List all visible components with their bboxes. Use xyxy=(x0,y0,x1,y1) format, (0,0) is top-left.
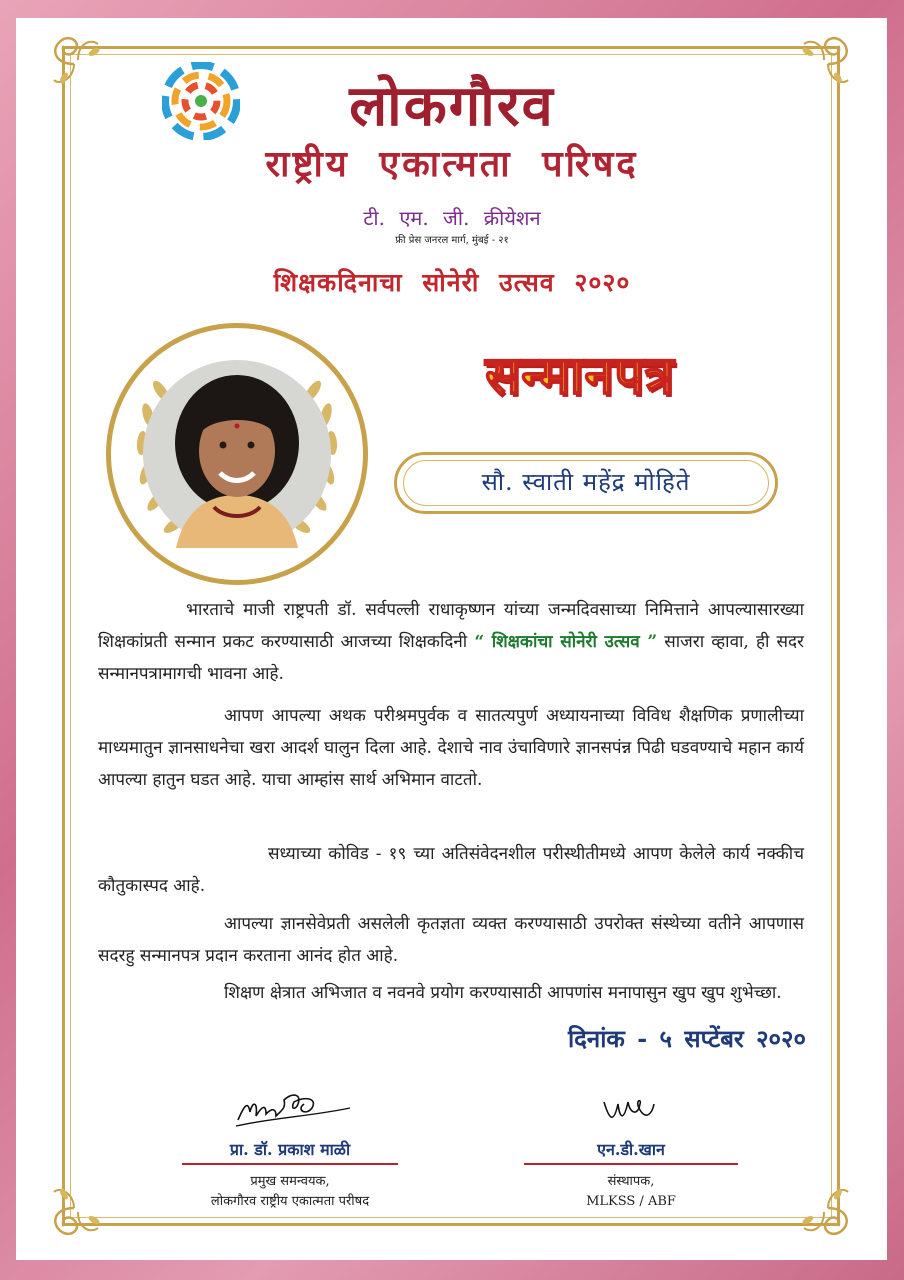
page-subtitle: राष्ट्रीय एकात्मता परिषद xyxy=(265,143,639,185)
festival-title: शिक्षकदिनाचा सोनेरी उत्सव २०२० xyxy=(273,268,631,297)
body-paragraph-4: आपल्या ज्ञानसेवेप्रती असलेली कृतज्ञता व्यक्त करण्यासाठी उपरोक्त संस्थेच्या वतीने आपणास सदरहु सन्मानपत्र प्रदान करताना आनंद होत आहे. xyxy=(98,914,804,966)
signatory-role: प्रमुख समन्वयक, xyxy=(250,1174,330,1189)
recipient-name: सौ. स्वाती महेंद्र मोहिते xyxy=(481,468,691,496)
signature-divider xyxy=(182,1163,398,1165)
body-paragraph-1 xyxy=(98,594,804,690)
org-address: फ्री प्रेस जनरल मार्ग, मुंबई - २१ xyxy=(395,235,509,246)
body-text: भारताचे माजी राष्ट्रपती डॉ. सर्वपल्ली राधाकृष्णन यांच्या जन्मदिवसाच्या निमित्ताने आपल्यासारख्या शिक्षकांप्रती सन्मान प्रकट करण्यासाठी आजच्या शिक्षकदिनी xyxy=(98,600,804,652)
signatory-org: लोकगौरव राष्ट्रीय एकात्मता परीषद xyxy=(210,1194,370,1209)
signatory-role: संस्थापक, xyxy=(607,1174,655,1189)
signature-khan-icon xyxy=(600,1094,660,1128)
signatory-name: एन.डी.खान xyxy=(597,1140,665,1159)
body-paragraph-3: सध्याच्या कोविड - १९ च्या अतिसंवेदनशील परीस्थीतीमध्ये आपण केलेले कार्य नक्कीच कौतुकास्पद आहे. xyxy=(98,844,804,896)
signatory-name: प्रा. डॉ. प्रकाश माळी xyxy=(229,1140,351,1159)
corner-ornament-icon xyxy=(794,1178,858,1242)
page-title: लोकगौरव xyxy=(349,73,555,139)
org-name: टी. एम. जी. क्रीयेशन xyxy=(363,206,541,230)
highlight-text: “ शिक्षकांचा सोनेरी उत्सव ” xyxy=(474,632,658,652)
body-paragraph-2: आपण आपल्या अथक परीश्रमपुर्वक व सातत्यपुर्ण अध्यायनाच्या विविध शैक्षणिक प्रणालीच्या माध्यमातुन ज्ञानसाधनेचा खरा आदर्श घालुन दिला आहे. देशाचे नाव उंचाविणारे ज्ञानसपंन्न पिढी घडवण्याचे महान कार्य आपल्या हातुन घडत आहे. याचा आम्हांस सार्थ अभिमान वाटतो. xyxy=(98,706,804,790)
signature-mali-icon xyxy=(232,1086,352,1130)
signature-divider xyxy=(524,1163,738,1165)
body-text: साजरा व्हावा, ही सदर सन्मानपत्रामागची भावना आहे. xyxy=(98,632,804,684)
certificate-date: दिनांक - ५ सप्टेंबर २०२० xyxy=(567,1024,806,1053)
certificate-heading: सन्मानपत्र xyxy=(485,345,675,406)
signatory-org: MLKSS / ABF xyxy=(586,1194,676,1209)
corner-ornament-icon xyxy=(44,1178,108,1242)
laurel-wreath-icon xyxy=(106,323,368,585)
body-paragraph-5: शिक्षण क्षेत्रात अभिजात व नवनवे प्रयोग करण्यासाठी आपणांस मनापासुन खुप खुप शुभेच्छा. xyxy=(224,983,782,1003)
